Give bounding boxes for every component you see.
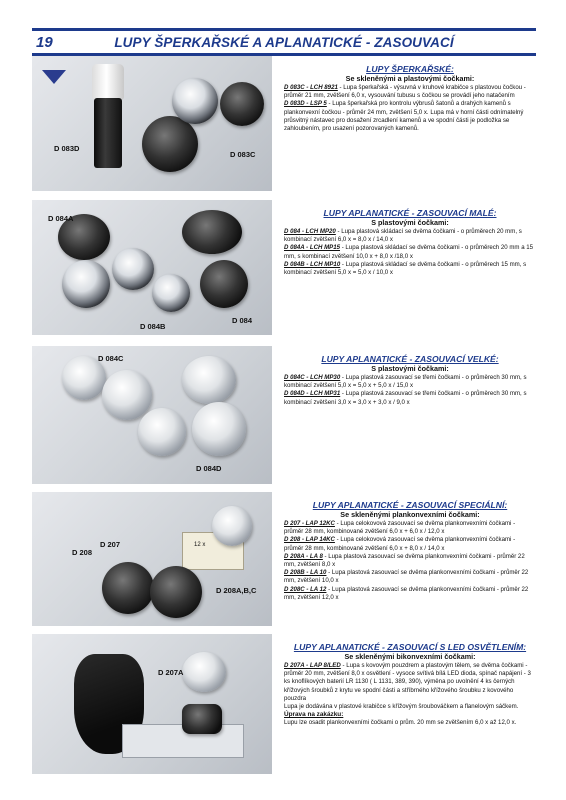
- loupe-lens: [172, 78, 218, 124]
- product-entry: [284, 390, 536, 406]
- product-entry: [284, 662, 536, 703]
- product-description: - Lupa celokovová zasouvací se dvěma plankonvexními čočkami - průměr 28 mm, kombinované zvětšení 6,0 x + 8,0 x / 14,0 x: [284, 536, 516, 552]
- page-number: 19: [36, 33, 53, 51]
- product-entry: [284, 374, 536, 390]
- loupe-lens: [138, 408, 186, 456]
- product-entry: [284, 228, 536, 244]
- product-photo: [32, 634, 272, 774]
- loupe-lens: [112, 248, 154, 290]
- product-description: - Lupa plastová skládací se dvěma čočkami - o průměrech 20 mm a 15 mm, s kombinací zvětšení 10,0 x + 8,0 x /18,0 x: [284, 244, 534, 260]
- photo-label: D 208: [72, 548, 93, 557]
- loupe-case: [102, 562, 154, 614]
- product-photo: [32, 200, 272, 335]
- section-text: [284, 208, 536, 277]
- product-code: D 208B - LA 10: [284, 569, 327, 577]
- section-text: [284, 64, 536, 133]
- loupe-case: [150, 566, 202, 618]
- loupe-case: [200, 260, 248, 308]
- product-description: - Lupa celokovová zasouvací se dvěma plankonvexními čočkami - průměr 28 mm, kombinované zvětšení 6,0 x + 6,0 x / 12,0 x: [284, 520, 516, 536]
- product-code: D 083C - LCH 8921: [284, 84, 338, 91]
- product-description: - Lupa plastová zasouvací se dvěma plankonvexními čočkami - průměr 22 mm, zvětšení 12,0 x: [284, 585, 529, 601]
- loupe-lens: [192, 402, 246, 456]
- page-title: LUPY ŠPERKAŘSKÉ A APLANATICKÉ - ZASOUVACÍ: [114, 34, 454, 50]
- product-description: - Lupa plastová zasouvací se třemi čočkami - o průměrech 30 mm, s kombinací zvětšení 3,0 x = 3,0 x + 3,0 x / 9,0 x: [284, 390, 527, 406]
- product-description: - Lupa plastová zasouvací se třemi čočkami - o průměrech 30 mm, s kombinací zvětšení 5,0 x = 5,0 x + 5,0 x / 15,0 x: [284, 374, 527, 390]
- loupe-lens: [62, 260, 110, 308]
- section-title: LUPY APLANATICKÉ - ZASOUVACÍ S LED OSVĚTLENÍM:: [293, 642, 527, 652]
- photo-label: D 083D: [54, 144, 80, 153]
- product-code: D 208A - LA 8: [284, 552, 323, 560]
- product-description: - Lupa plastová skládací se dvěma čočkami - o průměrech 20 mm, s kombinací zvětšení 6,0 x = 8,0 x / 14,0 x: [284, 228, 522, 244]
- loupe-lens: [152, 274, 190, 312]
- section-text: [284, 500, 536, 602]
- loupe-lens: [182, 652, 226, 692]
- section-text: [284, 642, 536, 728]
- section-title: LUPY ŠPERKAŘSKÉ:: [366, 64, 454, 74]
- photo-label: D 084B: [140, 322, 166, 331]
- page-header: [32, 28, 536, 56]
- loupe-tube: [94, 98, 122, 168]
- photo-label: D 084: [232, 316, 253, 325]
- custom-note-text: Lupu lze osadit plankonvexními čočkami o prům. 20 mm se zvětšením 6,0 x až 12,0 x.: [284, 719, 517, 727]
- section-title: LUPY APLANATICKÉ - ZASOUVACÍ MALÉ:: [323, 208, 497, 218]
- product-code: D 084B - LCH MP10: [284, 260, 341, 268]
- product-entry: [284, 100, 536, 133]
- section-led-loupes: [32, 634, 536, 774]
- section-subtitle: Se skleněnými bikonvexními čočkami:: [344, 652, 476, 661]
- photo-label: D 084A: [48, 214, 74, 223]
- section-subtitle: S plastovými čočkami:: [371, 218, 449, 227]
- product-code: D 208 - LAP 14KC: [284, 536, 335, 544]
- product-entry: [284, 536, 536, 552]
- product-photo: [32, 56, 272, 191]
- box-label: 12 x: [194, 542, 206, 548]
- product-photo: [32, 346, 272, 484]
- photo-label: D 083C: [230, 150, 256, 159]
- loupe-case: [182, 704, 222, 734]
- product-code: D 208C - LA 12: [284, 585, 327, 593]
- diamond-icon: [42, 70, 66, 84]
- product-photo: [32, 492, 272, 626]
- product-code: D 084C - LCH MP30: [284, 374, 341, 381]
- loupe-case: [142, 116, 198, 172]
- section-title: LUPY APLANATICKÉ - ZASOUVACÍ SPECIÁLNÍ:: [312, 500, 508, 510]
- product-description: - Lupa plastová zasouvací se dvěma plankonvexními čočkami - průměr 22 mm, zvětšení 8,0 x: [284, 552, 525, 569]
- product-entry: [284, 569, 536, 585]
- product-entry: [284, 553, 536, 569]
- loupe-lens: [182, 356, 236, 404]
- transparent-cap: [92, 64, 124, 100]
- loupe-lens: [102, 370, 152, 420]
- product-entry: [284, 586, 536, 602]
- section-jewelry-loupes: [32, 56, 536, 191]
- photo-label: D 084C: [98, 354, 124, 363]
- product-entry: [284, 84, 536, 100]
- product-description: - Lupa s kovovým pouzdrem a plastovým tělem, se dvěma čočkami - průměr 20 mm, zvětšení 8,0 x osvětlení - vysoce svítivá bílá LED dioda, spínač napájení - 3 ks knoflíkových baterií LR 1130 ( L 1131, 389, 390), výměna po uvolnění 4 ks černých křížových šroubků z krytu ve spodní části a stříbrného křížového šroubku z kovového pouzdra: [284, 662, 531, 702]
- section-subtitle: Se skleněnými a plastovými čočkami:: [345, 74, 475, 83]
- product-code: D 084D - LCH MP31: [284, 390, 341, 398]
- loupe-lens: [212, 506, 252, 546]
- product-description: - Lupa šperkařská pro kontrolu výbrusů šatonů a drahých kamenů s plankonvexní čočkou - průměr 24 mm, zvětšení 5,0 x. Lupa má v horní části odnímatelný průsvitný nástavec pro dosažení zrcadlení kamenů a ve spodní části je podložka se zahloubením, pro usazení pozorovaných kamenů.: [284, 100, 524, 133]
- product-entry: [284, 520, 536, 536]
- delivery-note: Lupa je dodávána v plastové krabičce s křížovým šroubováčkem a flanelovým sáčkem.: [284, 703, 519, 711]
- photo-label: D 207A: [158, 668, 184, 677]
- loupe-case: [220, 82, 264, 126]
- product-entry: [284, 244, 536, 260]
- product-code: D 207 - LAP 12KC: [284, 520, 335, 527]
- product-description: - Lupa plastová skládací se dvěma čočkami - o průměrech 15 mm, s kombinací zvětšení 5,0 x = 5,0 x / 10,0 x: [284, 260, 527, 277]
- section-subtitle: Se skleněnými plankonvexními čočkami:: [340, 510, 480, 519]
- section-special-folding-loupes: [32, 492, 536, 626]
- product-code: D 084 - LCH MP20: [284, 228, 336, 235]
- custom-note-title: Úprava na zakázku:: [284, 711, 344, 719]
- photo-label: D 084D: [196, 464, 222, 473]
- product-description: - Lupa plastová zasouvací se dvěma plankonvexními čočkami - průměr 22 mm, zvětšení 10,0 x: [284, 569, 529, 585]
- product-code: D 083D - LSP 5: [284, 100, 327, 108]
- photo-label: D 208A,B,C: [216, 586, 257, 595]
- section-large-folding-loupes: [32, 346, 536, 484]
- section-text: [284, 354, 536, 407]
- section-title: LUPY APLANATICKÉ - ZASOUVACÍ VELKÉ:: [321, 354, 499, 364]
- product-code: D 084A - LCH MP15: [284, 244, 340, 252]
- loupe-case: [182, 210, 242, 254]
- section-small-folding-loupes: [32, 200, 536, 335]
- product-description: - Lupa šperkařská - výsuvná v kruhové krabičce s plastovou čočkou - průměr 21 mm, zvětšení 6,0 x, vysouvání tubusu s čočkou se provádí jeho natačením: [284, 84, 526, 100]
- product-code: D 207A - LAP 8/LED: [284, 662, 341, 669]
- product-entry: [284, 261, 536, 277]
- photo-label: D 207: [100, 540, 121, 549]
- section-subtitle: S plastovými čočkami:: [371, 364, 449, 373]
